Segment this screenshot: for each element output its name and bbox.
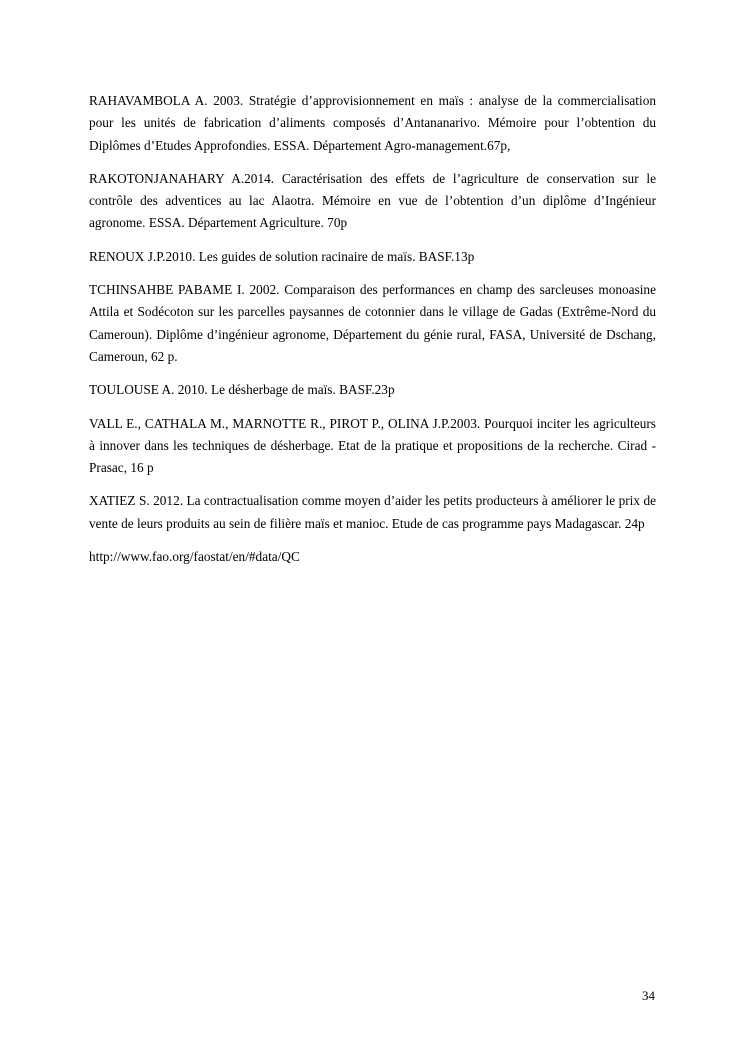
reference-rahavambola: RAHAVAMBOLA A. 2003. Stratégie d’approvisionnement en maïs : analyse de la commercialisation pour les unités de fabrication d’aliments composés d’Antananarivo. Mémoire pour l’obtention du Diplômes d’Etudes Approfondies. ESSA. Département Agro-management.67p,: [89, 93, 656, 153]
reference-toulouse: TOULOUSE A. 2010. Le désherbage de maïs. BASF.23p: [89, 382, 395, 398]
page-number: 34: [642, 988, 655, 1003]
bibliography-list: [89, 90, 656, 579]
reference-fao-url[interactable]: http://www.fao.org/faostat/en/#data/QC: [89, 549, 300, 565]
reference-rakotonjanahary: RAKOTONJANAHARY A.2014. Caractérisation des effets de l’agriculture de conservation sur le contrôle des adventices au lac Alaotra. Mémoire en vue de l’obtention d’un diplôme d’Ingénieur agronome. ESSA. Département Agriculture. 70p: [89, 170, 656, 231]
reference-renoux: RENOUX J.P.2010. Les guides de solution racinaire de maïs. BASF.13p: [89, 248, 475, 264]
reference-xatiez: XATIEZ S. 2012. La contractualisation comme moyen d’aider les petits producteurs à améliorer le prix de vente de leurs produits au sein de filière maïs et manioc. Etude de cas programme pays Madagascar. 24p: [89, 493, 656, 531]
reference-tchinsahbe: TCHINSAHBE PABAME I. 2002. Comparaison des performances en champ des sarcleuses monoasine Attila et Sodécoton sur les parcelles paysannes de cotonnier dans le village de Gadas (Extrême-Nord du Cameroun). Diplôme d’ingénieur agronome, Département du génie rural, FASA, Université de Dschang, Cameroun, 62 p.: [89, 282, 656, 364]
reference-vall: VALL E., CATHALA M., MARNOTTE R., PIROT P., OLINA J.P.2003. Pourquoi inciter les agriculteurs à innover dans les techniques de désherbage. Etat de la pratique et propositions de la recherche. Cirad - Prasac, 16 p: [89, 415, 656, 476]
